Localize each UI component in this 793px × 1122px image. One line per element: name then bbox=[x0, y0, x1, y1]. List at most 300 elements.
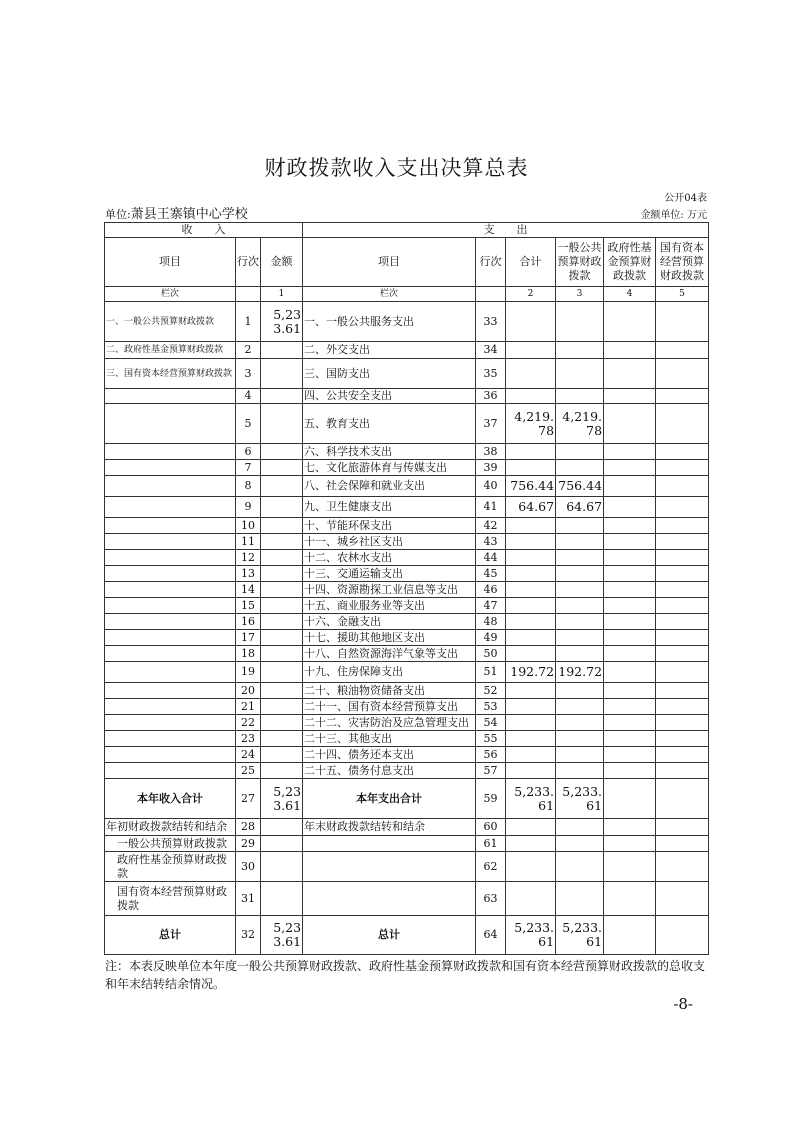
income-amount-cell bbox=[261, 389, 303, 404]
state-capital-cell bbox=[656, 518, 709, 534]
expense-row-no-cell: 48 bbox=[476, 614, 506, 630]
income-amount-cell bbox=[261, 715, 303, 731]
unit-info bbox=[105, 203, 248, 222]
income-row-no-cell: 28 bbox=[236, 819, 261, 836]
income-row-no-cell: 11 bbox=[236, 534, 261, 550]
income-row-no-cell: 3 bbox=[236, 359, 261, 389]
gov-fund-cell bbox=[604, 882, 656, 916]
income-row-no-cell: 30 bbox=[236, 852, 261, 882]
income-item-cell bbox=[105, 662, 236, 683]
table-row bbox=[105, 731, 709, 747]
total-cell bbox=[506, 518, 556, 534]
state-capital-cell bbox=[656, 582, 709, 598]
expense-item-cell: 四、公共安全支出 bbox=[303, 389, 476, 404]
col-general-budget: 一般公共预算财政拨款 bbox=[556, 238, 604, 287]
general-budget-cell bbox=[556, 550, 604, 566]
income-item-cell: 国有资本经营预算财政拨款 bbox=[105, 882, 236, 916]
income-item-cell: 二、政府性基金预算财政拨款 bbox=[105, 342, 236, 359]
expense-item-cell: 七、文化旅游体育与传媒支出 bbox=[303, 460, 476, 476]
index-total: 2 bbox=[506, 287, 556, 302]
total-cell bbox=[506, 836, 556, 852]
income-item-cell bbox=[105, 646, 236, 662]
income-amount-cell bbox=[261, 460, 303, 476]
income-item-cell bbox=[105, 747, 236, 763]
expense-item-cell: 二十二、灾害防治及应急管理支出 bbox=[303, 715, 476, 731]
table-row bbox=[105, 699, 709, 715]
expense-row-no-cell: 38 bbox=[476, 444, 506, 460]
income-item-cell bbox=[105, 715, 236, 731]
state-capital-cell bbox=[656, 852, 709, 882]
total-cell: 5,233.61 bbox=[506, 916, 556, 955]
income-item-cell bbox=[105, 460, 236, 476]
expense-row-no-cell: 33 bbox=[476, 302, 506, 342]
income-item-cell bbox=[105, 566, 236, 582]
income-row-no-cell: 22 bbox=[236, 715, 261, 731]
expense-item-cell: 十三、交通运输支出 bbox=[303, 566, 476, 582]
income-item-cell bbox=[105, 534, 236, 550]
gov-fund-cell bbox=[604, 460, 656, 476]
index-income-label: 栏次 bbox=[105, 287, 236, 302]
general-budget-cell bbox=[556, 819, 604, 836]
income-section-header: 收 入 bbox=[105, 223, 303, 238]
table-row bbox=[105, 836, 709, 852]
expense-item-cell: 八、社会保障和就业支出 bbox=[303, 476, 476, 497]
table-row bbox=[105, 497, 709, 518]
income-amount-cell bbox=[261, 683, 303, 699]
gov-fund-cell bbox=[604, 819, 656, 836]
state-capital-cell bbox=[656, 836, 709, 852]
expense-row-no-cell: 51 bbox=[476, 662, 506, 683]
total-cell: 64.67 bbox=[506, 497, 556, 518]
income-item-cell: 年初财政拨款结转和结余 bbox=[105, 819, 236, 836]
income-item-cell: 本年收入合计 bbox=[105, 779, 236, 819]
form-number: 公开04表 bbox=[664, 193, 707, 204]
expense-item-cell: 二、外交支出 bbox=[303, 342, 476, 359]
col-expense-item: 项目 bbox=[303, 238, 476, 287]
table-row bbox=[105, 460, 709, 476]
income-amount-cell bbox=[261, 646, 303, 662]
income-item-cell bbox=[105, 683, 236, 699]
expense-item-cell: 三、国防支出 bbox=[303, 359, 476, 389]
total-cell: 5,233.61 bbox=[506, 779, 556, 819]
income-row-no-cell: 25 bbox=[236, 763, 261, 779]
page-number: -8- bbox=[673, 995, 693, 1013]
gov-fund-cell bbox=[604, 444, 656, 460]
income-amount-cell bbox=[261, 497, 303, 518]
table-row bbox=[105, 389, 709, 404]
income-amount-cell bbox=[261, 359, 303, 389]
income-amount-cell bbox=[261, 662, 303, 683]
total-cell bbox=[506, 646, 556, 662]
total-cell: 192.72 bbox=[506, 662, 556, 683]
state-capital-cell bbox=[656, 819, 709, 836]
general-budget-cell bbox=[556, 582, 604, 598]
income-row-no-cell: 15 bbox=[236, 598, 261, 614]
expense-row-no-cell: 35 bbox=[476, 359, 506, 389]
income-amount-cell bbox=[261, 404, 303, 444]
state-capital-cell bbox=[656, 683, 709, 699]
gov-fund-cell bbox=[604, 683, 656, 699]
income-item-cell: 总计 bbox=[105, 916, 236, 955]
income-item-cell bbox=[105, 497, 236, 518]
income-amount-cell bbox=[261, 518, 303, 534]
total-cell bbox=[506, 683, 556, 699]
expense-row-no-cell: 34 bbox=[476, 342, 506, 359]
income-item-cell bbox=[105, 389, 236, 404]
expense-row-no-cell: 39 bbox=[476, 460, 506, 476]
table-row bbox=[105, 342, 709, 359]
income-item-cell bbox=[105, 444, 236, 460]
general-budget-cell bbox=[556, 683, 604, 699]
income-row-no-cell: 19 bbox=[236, 662, 261, 683]
state-capital-cell bbox=[656, 882, 709, 916]
expense-item-cell bbox=[303, 836, 476, 852]
general-budget-cell bbox=[556, 731, 604, 747]
expense-item-cell: 六、科学技术支出 bbox=[303, 444, 476, 460]
table-row bbox=[105, 476, 709, 497]
income-row-no-cell: 31 bbox=[236, 882, 261, 916]
col-gov-fund: 政府性基金预算财政拨款 bbox=[604, 238, 656, 287]
income-item-cell: 一、一般公共预算财政拨款 bbox=[105, 302, 236, 342]
general-budget-cell bbox=[556, 342, 604, 359]
expense-row-no-cell: 53 bbox=[476, 699, 506, 715]
income-amount-cell bbox=[261, 444, 303, 460]
expense-row-no-cell: 40 bbox=[476, 476, 506, 497]
expense-item-cell: 一、一般公共服务支出 bbox=[303, 302, 476, 342]
section-header-row bbox=[105, 223, 709, 238]
table-row bbox=[105, 916, 709, 955]
general-budget-cell bbox=[556, 389, 604, 404]
income-row-no-cell: 29 bbox=[236, 836, 261, 852]
state-capital-cell bbox=[656, 342, 709, 359]
income-row-no-cell: 16 bbox=[236, 614, 261, 630]
income-row-no-cell: 32 bbox=[236, 916, 261, 955]
total-cell bbox=[506, 566, 556, 582]
gov-fund-cell bbox=[604, 359, 656, 389]
expense-item-cell: 十、节能环保支出 bbox=[303, 518, 476, 534]
general-budget-cell bbox=[556, 302, 604, 342]
expense-row-no-cell: 45 bbox=[476, 566, 506, 582]
income-item-cell bbox=[105, 404, 236, 444]
income-amount-cell bbox=[261, 836, 303, 852]
expense-item-cell bbox=[303, 882, 476, 916]
expense-row-no-cell: 49 bbox=[476, 630, 506, 646]
expense-item-cell: 年末财政拨款结转和结余 bbox=[303, 819, 476, 836]
income-amount-cell bbox=[261, 852, 303, 882]
table-row bbox=[105, 715, 709, 731]
state-capital-cell bbox=[656, 763, 709, 779]
income-item-cell bbox=[105, 630, 236, 646]
total-cell: 756.44 bbox=[506, 476, 556, 497]
general-budget-cell bbox=[556, 699, 604, 715]
gov-fund-cell bbox=[604, 630, 656, 646]
expense-row-no-cell: 57 bbox=[476, 763, 506, 779]
general-budget-cell: 192.72 bbox=[556, 662, 604, 683]
income-amount-cell bbox=[261, 763, 303, 779]
expense-row-no-cell: 43 bbox=[476, 534, 506, 550]
gov-fund-cell bbox=[604, 302, 656, 342]
state-capital-cell bbox=[656, 662, 709, 683]
general-budget-cell: 64.67 bbox=[556, 497, 604, 518]
gov-fund-cell bbox=[604, 614, 656, 630]
table-row bbox=[105, 404, 709, 444]
expense-row-no-cell: 54 bbox=[476, 715, 506, 731]
income-amount-cell: 5,233.61 bbox=[261, 916, 303, 955]
index-expense-label: 栏次 bbox=[303, 287, 476, 302]
gov-fund-cell bbox=[604, 747, 656, 763]
state-capital-cell bbox=[656, 779, 709, 819]
expense-item-cell: 十五、商业服务业等支出 bbox=[303, 598, 476, 614]
gov-fund-cell bbox=[604, 582, 656, 598]
income-row-no-cell: 9 bbox=[236, 497, 261, 518]
general-budget-cell bbox=[556, 444, 604, 460]
gov-fund-cell bbox=[604, 779, 656, 819]
general-budget-cell: 5,233.61 bbox=[556, 779, 604, 819]
total-cell bbox=[506, 630, 556, 646]
income-row-no-cell: 4 bbox=[236, 389, 261, 404]
index-capital: 5 bbox=[656, 287, 709, 302]
income-row-no-cell: 8 bbox=[236, 476, 261, 497]
expense-row-no-cell: 36 bbox=[476, 389, 506, 404]
expense-item-cell bbox=[303, 852, 476, 882]
income-row-no-cell: 7 bbox=[236, 460, 261, 476]
income-amount-cell bbox=[261, 476, 303, 497]
income-amount-cell bbox=[261, 550, 303, 566]
income-row-no-cell: 14 bbox=[236, 582, 261, 598]
gov-fund-cell bbox=[604, 566, 656, 582]
state-capital-cell bbox=[656, 715, 709, 731]
index-general: 3 bbox=[556, 287, 604, 302]
state-capital-cell bbox=[656, 359, 709, 389]
state-capital-cell bbox=[656, 731, 709, 747]
expense-item-cell: 总计 bbox=[303, 916, 476, 955]
expense-row-no-cell: 56 bbox=[476, 747, 506, 763]
income-item-cell: 政府性基金预算财政拨款 bbox=[105, 852, 236, 882]
gov-fund-cell bbox=[604, 550, 656, 566]
total-cell bbox=[506, 389, 556, 404]
income-row-no-cell: 18 bbox=[236, 646, 261, 662]
table-row bbox=[105, 518, 709, 534]
total-cell bbox=[506, 852, 556, 882]
income-row-no-cell: 1 bbox=[236, 302, 261, 342]
column-index-row bbox=[105, 287, 709, 302]
expense-row-no-cell: 44 bbox=[476, 550, 506, 566]
total-cell bbox=[506, 614, 556, 630]
state-capital-cell bbox=[656, 916, 709, 955]
state-capital-cell bbox=[656, 699, 709, 715]
table-row bbox=[105, 662, 709, 683]
income-amount-cell bbox=[261, 614, 303, 630]
expense-row-no-cell: 55 bbox=[476, 731, 506, 747]
gov-fund-cell bbox=[604, 497, 656, 518]
state-capital-cell bbox=[656, 497, 709, 518]
total-cell bbox=[506, 699, 556, 715]
expense-row-no-cell: 63 bbox=[476, 882, 506, 916]
income-item-cell bbox=[105, 598, 236, 614]
gov-fund-cell bbox=[604, 763, 656, 779]
income-item-cell bbox=[105, 582, 236, 598]
general-budget-cell bbox=[556, 566, 604, 582]
table-row bbox=[105, 763, 709, 779]
gov-fund-cell bbox=[604, 389, 656, 404]
total-cell bbox=[506, 302, 556, 342]
table-row bbox=[105, 444, 709, 460]
gov-fund-cell bbox=[604, 404, 656, 444]
state-capital-cell bbox=[656, 614, 709, 630]
page-title: 财政拨款收入支出决算总表 bbox=[264, 156, 529, 180]
general-budget-cell bbox=[556, 747, 604, 763]
gov-fund-cell bbox=[604, 598, 656, 614]
gov-fund-cell bbox=[604, 852, 656, 882]
expense-item-cell: 十六、金融支出 bbox=[303, 614, 476, 630]
gov-fund-cell bbox=[604, 518, 656, 534]
table-row bbox=[105, 359, 709, 389]
total-cell bbox=[506, 550, 556, 566]
expense-row-no-cell: 52 bbox=[476, 683, 506, 699]
table-row bbox=[105, 566, 709, 582]
income-row-no-cell: 17 bbox=[236, 630, 261, 646]
table-row bbox=[105, 683, 709, 699]
table-row bbox=[105, 779, 709, 819]
income-row-no-cell: 10 bbox=[236, 518, 261, 534]
income-amount-cell bbox=[261, 747, 303, 763]
state-capital-cell bbox=[656, 646, 709, 662]
money-unit: 金额单位: 万元 bbox=[640, 210, 707, 221]
expense-item-cell: 本年支出合计 bbox=[303, 779, 476, 819]
total-cell bbox=[506, 882, 556, 916]
index-fund: 4 bbox=[604, 287, 656, 302]
expense-row-no-cell: 41 bbox=[476, 497, 506, 518]
expense-item-cell: 十四、资源勘探工业信息等支出 bbox=[303, 582, 476, 598]
income-amount-cell bbox=[261, 534, 303, 550]
expense-item-cell: 二十三、其他支出 bbox=[303, 731, 476, 747]
gov-fund-cell bbox=[604, 836, 656, 852]
total-cell bbox=[506, 819, 556, 836]
income-amount-cell bbox=[261, 819, 303, 836]
expense-item-cell: 十二、农林水支出 bbox=[303, 550, 476, 566]
gov-fund-cell bbox=[604, 342, 656, 359]
expense-item-cell: 十八、自然资源海洋气象等支出 bbox=[303, 646, 476, 662]
total-cell bbox=[506, 534, 556, 550]
income-amount-cell bbox=[261, 566, 303, 582]
general-budget-cell bbox=[556, 359, 604, 389]
income-amount-cell: 5,233.61 bbox=[261, 779, 303, 819]
income-amount-cell bbox=[261, 342, 303, 359]
income-amount-cell bbox=[261, 582, 303, 598]
gov-fund-cell bbox=[604, 699, 656, 715]
budget-summary-table bbox=[104, 222, 709, 955]
expense-section-header: 支 出 bbox=[303, 223, 709, 238]
table-row bbox=[105, 534, 709, 550]
income-row-no-cell: 2 bbox=[236, 342, 261, 359]
general-budget-cell bbox=[556, 882, 604, 916]
income-item-cell bbox=[105, 763, 236, 779]
expense-item-cell: 二十五、债务付息支出 bbox=[303, 763, 476, 779]
table-row bbox=[105, 852, 709, 882]
gov-fund-cell bbox=[604, 476, 656, 497]
index-empty bbox=[476, 287, 506, 302]
state-capital-cell bbox=[656, 444, 709, 460]
general-budget-cell bbox=[556, 715, 604, 731]
state-capital-cell bbox=[656, 476, 709, 497]
col-income-row: 行次 bbox=[236, 238, 261, 287]
state-capital-cell bbox=[656, 460, 709, 476]
table-row bbox=[105, 598, 709, 614]
index-income-amount: 1 bbox=[261, 287, 303, 302]
col-income-item: 项目 bbox=[105, 238, 236, 287]
income-item-cell bbox=[105, 614, 236, 630]
expense-item-cell: 十一、城乡社区支出 bbox=[303, 534, 476, 550]
general-budget-cell: 5,233.61 bbox=[556, 916, 604, 955]
state-capital-cell bbox=[656, 630, 709, 646]
state-capital-cell bbox=[656, 598, 709, 614]
unit-name: 萧县王寨镇中心学校 bbox=[130, 207, 248, 222]
general-budget-cell bbox=[556, 646, 604, 662]
col-expense-row: 行次 bbox=[476, 238, 506, 287]
state-capital-cell bbox=[656, 534, 709, 550]
table-row bbox=[105, 646, 709, 662]
table-row bbox=[105, 882, 709, 916]
expense-item-cell: 五、教育支出 bbox=[303, 404, 476, 444]
total-cell bbox=[506, 342, 556, 359]
income-amount-cell bbox=[261, 630, 303, 646]
state-capital-cell bbox=[656, 389, 709, 404]
expense-row-no-cell: 61 bbox=[476, 836, 506, 852]
table-row bbox=[105, 302, 709, 342]
income-row-no-cell: 13 bbox=[236, 566, 261, 582]
general-budget-cell: 4,219.78 bbox=[556, 404, 604, 444]
col-income-amount: 金额 bbox=[261, 238, 303, 287]
expense-item-cell: 二十一、国有资本经营预算支出 bbox=[303, 699, 476, 715]
general-budget-cell: 756.44 bbox=[556, 476, 604, 497]
general-budget-cell bbox=[556, 852, 604, 882]
expense-row-no-cell: 59 bbox=[476, 779, 506, 819]
total-cell bbox=[506, 460, 556, 476]
expense-item-cell: 十九、住房保障支出 bbox=[303, 662, 476, 683]
gov-fund-cell bbox=[604, 646, 656, 662]
col-state-capital: 国有资本经营预算财政拨款 bbox=[656, 238, 709, 287]
total-cell bbox=[506, 731, 556, 747]
state-capital-cell bbox=[656, 747, 709, 763]
total-cell bbox=[506, 763, 556, 779]
income-row-no-cell: 20 bbox=[236, 683, 261, 699]
income-row-no-cell: 21 bbox=[236, 699, 261, 715]
expense-row-no-cell: 42 bbox=[476, 518, 506, 534]
expense-row-no-cell: 50 bbox=[476, 646, 506, 662]
expense-item-cell: 二十四、债务还本支出 bbox=[303, 747, 476, 763]
expense-row-no-cell: 46 bbox=[476, 582, 506, 598]
table-row bbox=[105, 630, 709, 646]
expense-item-cell: 九、卫生健康支出 bbox=[303, 497, 476, 518]
column-header-row bbox=[105, 238, 709, 287]
income-amount-cell bbox=[261, 731, 303, 747]
index-empty bbox=[236, 287, 261, 302]
income-amount-cell bbox=[261, 699, 303, 715]
income-amount-cell bbox=[261, 598, 303, 614]
income-item-cell bbox=[105, 518, 236, 534]
table-row bbox=[105, 550, 709, 566]
expense-row-no-cell: 60 bbox=[476, 819, 506, 836]
general-budget-cell bbox=[556, 460, 604, 476]
general-budget-cell bbox=[556, 614, 604, 630]
income-item-cell bbox=[105, 476, 236, 497]
income-item-cell: 一般公共预算财政拨款 bbox=[105, 836, 236, 852]
gov-fund-cell bbox=[604, 715, 656, 731]
state-capital-cell bbox=[656, 302, 709, 342]
income-item-cell bbox=[105, 731, 236, 747]
general-budget-cell bbox=[556, 534, 604, 550]
expense-row-no-cell: 62 bbox=[476, 852, 506, 882]
